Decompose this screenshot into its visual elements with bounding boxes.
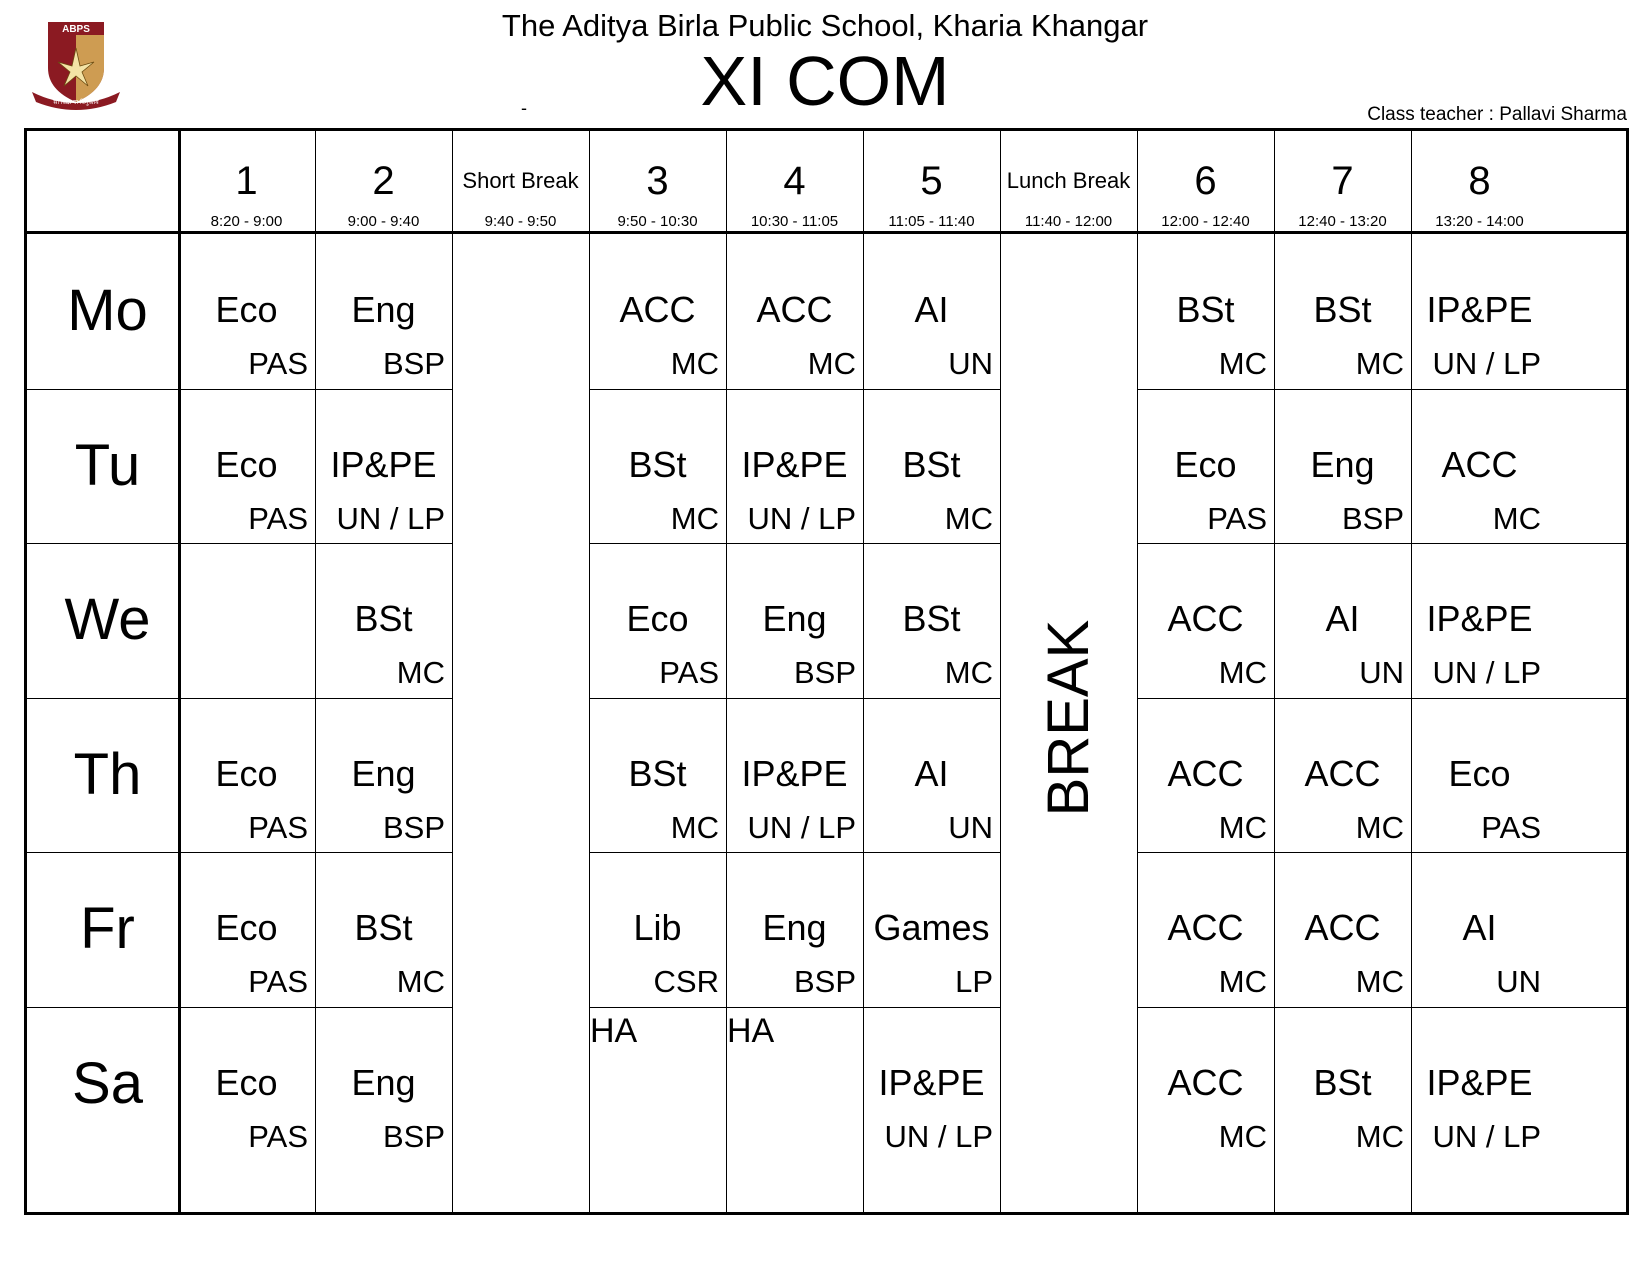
timetable-cell — [315, 698, 452, 853]
timetable-cell — [178, 1007, 315, 1162]
subject: Eng — [351, 752, 416, 794]
header-period-6 — [1137, 131, 1274, 238]
subject: ACC — [1304, 752, 1381, 794]
teacher-code: MC — [1218, 809, 1267, 845]
subject: Eco — [215, 907, 278, 948]
header-period-2 — [315, 131, 452, 238]
subject: BSt — [902, 598, 961, 639]
subject: Eco — [1174, 443, 1237, 485]
timetable-cell — [178, 389, 315, 544]
timetable-cell — [1411, 234, 1548, 389]
timetable-cell — [1274, 543, 1411, 698]
teacher-code: UN — [948, 346, 993, 381]
subject: Eng — [1310, 443, 1375, 485]
teacher-code: UN / LP — [1432, 1118, 1541, 1154]
period-label: Short Break — [462, 168, 579, 193]
period-time: 8:20 - 9:00 — [210, 213, 283, 230]
period-label: 3 — [646, 159, 669, 203]
teacher-code: PAS — [248, 964, 308, 999]
day-label-sa: Sa — [72, 1050, 143, 1116]
subject: BSt — [1313, 289, 1372, 330]
header-period-1 — [178, 131, 315, 238]
subject: Eco — [215, 443, 278, 485]
timetable-cell — [726, 389, 863, 544]
timetable-cell — [863, 698, 1000, 853]
class-name: XI COM — [700, 42, 950, 120]
subject: Eco — [215, 289, 278, 330]
teacher-code: CSR — [653, 964, 719, 999]
teacher-code: PAS — [248, 1118, 308, 1154]
school-name: The Aditya Birla Public School, Kharia Khangar — [501, 8, 1149, 43]
subject: Eng — [351, 1061, 416, 1103]
teacher-code: UN — [1359, 655, 1404, 690]
teacher-code: BSP — [793, 655, 856, 690]
subject: Games — [873, 907, 990, 948]
timetable-cell — [863, 389, 1000, 544]
teacher-code: BSP — [382, 1118, 445, 1154]
timetable-cell — [178, 234, 315, 389]
timetable-cell — [1137, 234, 1274, 389]
period-label: 2 — [372, 159, 395, 203]
teacher-code: MC — [1355, 346, 1404, 381]
timetable-cell — [1274, 1007, 1411, 1162]
subject: BSt — [354, 907, 413, 948]
header-period-4 — [726, 131, 863, 238]
timetable-cell — [178, 543, 315, 698]
subject: ACC — [756, 289, 833, 330]
teacher-code: UN / LP — [884, 1118, 993, 1154]
teacher-code: MC — [396, 655, 445, 690]
timetable-cell — [589, 389, 726, 544]
teacher-code: MC — [670, 809, 719, 845]
period-time: 9:50 - 10:30 — [617, 213, 698, 230]
teacher-code: MC — [670, 346, 719, 381]
lunch-break-text — [1000, 563, 1137, 872]
timetable-cell — [315, 234, 452, 389]
teacher-code: UN — [1496, 964, 1541, 999]
day-label-we: We — [64, 587, 151, 652]
period-time: 13:20 - 14:00 — [1435, 213, 1524, 230]
timetable-cell — [1137, 1007, 1274, 1162]
teacher-code: UN / LP — [747, 500, 856, 536]
timetable-cell — [726, 1007, 863, 1162]
header-period-3 — [589, 131, 726, 238]
teacher-code: PAS — [659, 655, 719, 690]
subject: ACC — [1167, 598, 1244, 639]
teacher-code: BSP — [382, 809, 445, 845]
period-time: 11:40 - 12:00 — [1024, 213, 1113, 230]
timetable-cell — [863, 234, 1000, 389]
subject: BSt — [628, 443, 687, 485]
timetable-cell — [1137, 852, 1274, 1007]
subject: IP&PE — [878, 1061, 985, 1103]
subject: ACC — [619, 289, 696, 330]
subject: BSt — [902, 443, 961, 485]
subject: BSt — [354, 598, 413, 639]
subject: Eng — [762, 907, 827, 948]
period-time: 9:00 - 9:40 — [347, 213, 420, 230]
subject: IP&PE — [741, 443, 848, 485]
subject: Lib — [633, 907, 682, 948]
timetable-cell — [1411, 698, 1548, 853]
period-time: 12:40 - 13:20 — [1298, 213, 1387, 230]
subject: IP&PE — [1426, 598, 1533, 639]
subject: ACC — [1167, 1061, 1244, 1103]
timetable-cell — [1411, 389, 1548, 544]
teacher-code: PAS — [248, 346, 308, 381]
teacher-code: UN / LP — [1432, 346, 1541, 381]
subject: Eng — [351, 289, 416, 330]
subject: BSt — [1176, 289, 1235, 330]
timetable-cell — [1274, 234, 1411, 389]
subject: ACC — [1167, 752, 1244, 794]
period-label: 5 — [920, 159, 943, 203]
teacher-code: MC — [396, 964, 445, 999]
timetable-cell — [726, 698, 863, 853]
header-period-5 — [863, 131, 1000, 238]
subject: AI — [914, 289, 949, 330]
subject: IP&PE — [330, 443, 437, 485]
teacher-code: BSP — [793, 964, 856, 999]
header-break-short — [452, 131, 589, 238]
subject: IP&PE — [741, 752, 848, 794]
timetable-cell — [726, 852, 863, 1007]
logo-motto: सा विद्या या विमुक्तये — [53, 99, 99, 106]
subject: Eco — [215, 1061, 278, 1103]
period-label: 8 — [1468, 159, 1491, 203]
header-period-8 — [1411, 131, 1548, 238]
teacher-code: BSP — [382, 346, 445, 381]
class-teacher: Class teacher : Pallavi Sharma — [1367, 104, 1627, 125]
timetable-cell — [863, 543, 1000, 698]
period-time: 10:30 - 11:05 — [750, 213, 839, 230]
day-label-th: Th — [73, 741, 142, 807]
dash-mark: - — [521, 98, 527, 118]
timetable-cell — [1137, 698, 1274, 853]
timetable-cell — [178, 852, 315, 1007]
timetable-cell — [1274, 698, 1411, 853]
teacher-code: MC — [1218, 1118, 1267, 1154]
teacher-code: MC — [1218, 655, 1267, 690]
teacher-code: MC — [1218, 964, 1267, 999]
timetable-cell — [1274, 852, 1411, 1007]
teacher-code: MC — [1355, 964, 1404, 999]
timetable-cell — [315, 543, 452, 698]
subject: ACC — [1441, 443, 1518, 485]
subject: ACC — [1304, 907, 1381, 948]
cell-note: HA — [727, 1011, 775, 1050]
teacher-code: PAS — [1481, 809, 1541, 845]
subject: Eng — [762, 598, 827, 639]
timetable-cell — [1137, 389, 1274, 544]
teacher-code: MC — [807, 346, 856, 381]
teacher-code: LP — [955, 964, 993, 999]
timetable-cell — [315, 1007, 452, 1162]
subject: ACC — [1167, 907, 1244, 948]
subject: Eco — [1448, 752, 1511, 794]
timetable-cell — [315, 389, 452, 544]
teacher-code: MC — [670, 500, 719, 536]
teacher-code: BSP — [1341, 500, 1404, 536]
teacher-code: MC — [944, 500, 993, 536]
day-label-fr: Fr — [80, 896, 135, 961]
period-label: 4 — [783, 159, 806, 203]
subject: AI — [1462, 907, 1497, 948]
teacher-code: UN / LP — [336, 500, 445, 536]
subject: IP&PE — [1426, 1061, 1533, 1103]
timetable-cell — [315, 852, 452, 1007]
period-label: 7 — [1331, 159, 1354, 203]
subject: AI — [1325, 598, 1360, 639]
day-label-tu: Tu — [74, 432, 141, 498]
header-period-7 — [1274, 131, 1411, 238]
teacher-code: PAS — [1207, 500, 1267, 536]
teacher-code: PAS — [248, 809, 308, 845]
subject: BSt — [628, 752, 687, 794]
timetable-cell — [1137, 543, 1274, 698]
teacher-code: MC — [944, 655, 993, 690]
header-break-lunch — [1000, 131, 1137, 238]
period-label: 1 — [235, 159, 258, 203]
timetable-cell — [589, 852, 726, 1007]
timetable-cell — [1411, 543, 1548, 698]
timetable-cell — [178, 698, 315, 853]
timetable-cell — [589, 698, 726, 853]
cell-note: HA — [590, 1011, 638, 1050]
period-label: 6 — [1194, 159, 1217, 203]
subject: Eco — [215, 752, 278, 794]
teacher-code: PAS — [248, 500, 308, 536]
subject: Eco — [626, 598, 689, 639]
day-label-mo: Mo — [67, 278, 148, 343]
timetable-cell — [726, 234, 863, 389]
timetable-cell — [1411, 1007, 1548, 1162]
period-time: 9:40 - 9:50 — [484, 213, 557, 230]
lunch-break-word: BREAK — [1035, 619, 1101, 816]
period-label: Lunch Break — [1006, 168, 1131, 193]
period-time: 12:00 - 12:40 — [1161, 213, 1250, 230]
teacher-code: MC — [1355, 1118, 1404, 1154]
teacher-code: MC — [1355, 809, 1404, 845]
timetable-cell — [1274, 389, 1411, 544]
timetable-cell — [589, 543, 726, 698]
timetable-cell — [1411, 852, 1548, 1007]
subject: BSt — [1313, 1061, 1372, 1103]
teacher-code: UN / LP — [747, 809, 856, 845]
column-divider — [452, 131, 453, 1212]
teacher-code: MC — [1492, 500, 1541, 536]
timetable-cell — [726, 543, 863, 698]
timetable-cell — [589, 1007, 726, 1162]
timetable-cell — [589, 234, 726, 389]
subject: IP&PE — [1426, 289, 1533, 330]
timetable — [24, 128, 1629, 1215]
teacher-code: MC — [1218, 346, 1267, 381]
timetable-cell — [863, 1007, 1000, 1162]
period-time: 11:05 - 11:40 — [888, 213, 975, 230]
teacher-code: UN — [948, 809, 993, 845]
logo-text: ABPS — [62, 24, 90, 35]
teacher-code: UN / LP — [1432, 655, 1541, 690]
subject: AI — [914, 752, 949, 794]
timetable-cell — [863, 852, 1000, 1007]
